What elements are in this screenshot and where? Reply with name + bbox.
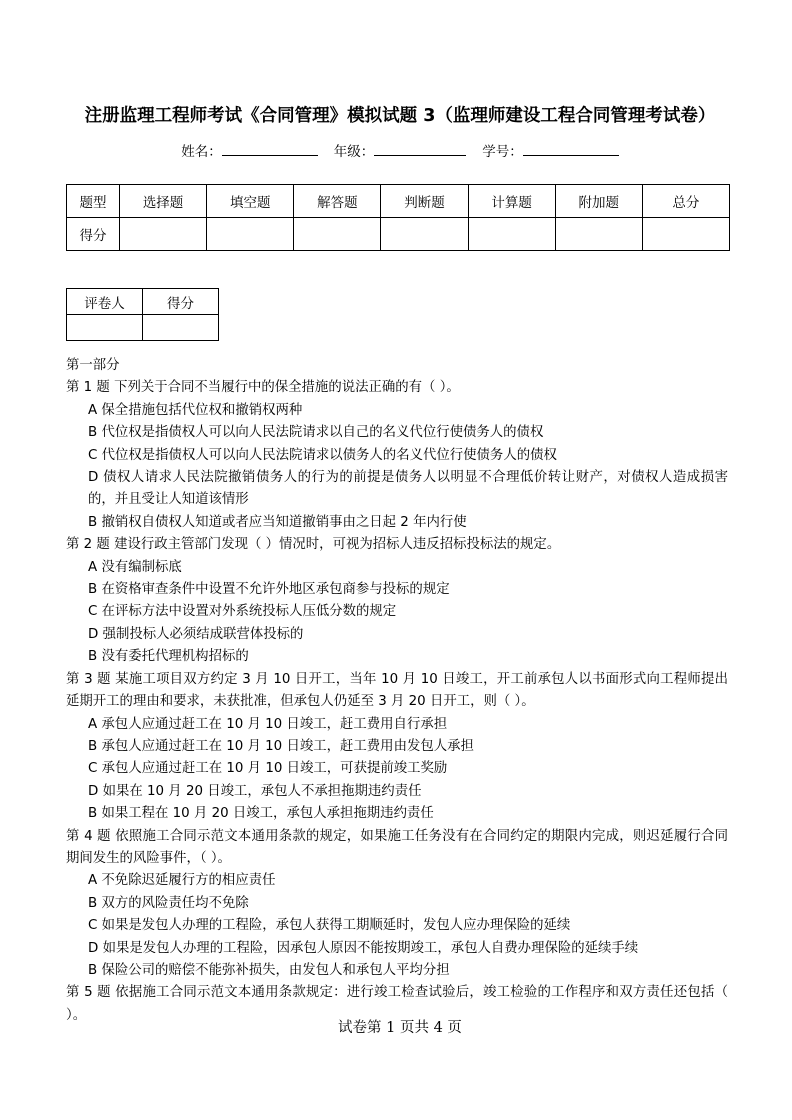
- question-3-option-d[interactable]: D 如果在 10 月 20 日竣工，承包人不承担拖期违约责任: [88, 783, 422, 799]
- question-1-option-a[interactable]: A 保全措施包括代位权和撤销权两种: [88, 402, 303, 418]
- table-row-grader-headers: [67, 289, 219, 315]
- question-2-stem: 第 2 题 建设行政主管部门发现（ ）情况时，可视为招标人违反招标投标法的规定。: [66, 537, 561, 553]
- student-id-input-blank[interactable]: [523, 142, 619, 156]
- score-summary-table: [66, 184, 730, 251]
- section-label: 第一部分: [66, 358, 120, 373]
- name-input-blank[interactable]: [222, 142, 318, 156]
- question-1-option-e[interactable]: B 撤销权自债权人知道或者应当知道撤销事由之日起 2 年内行使: [88, 514, 467, 530]
- question-3-stem: 第 3 题 某施工项目双方约定 3 月 10 日开工，当年 10 月 10 日竣工，开工前承包人以书面形式向工程师提出延期开工的理由和要求，未获批准，但承包人仍延至 3 月 20 日开工，则（ ）。: [66, 671, 728, 710]
- column-header-4: 计算题: [468, 185, 555, 218]
- score-cell-2[interactable]: [294, 218, 381, 251]
- name-label: 姓名：: [181, 144, 222, 160]
- question-4-option-d[interactable]: D 如果是发包人办理的工程险，因承包人原因不能按期竣工，承包人自费办理保险的延续手续: [88, 940, 639, 956]
- column-header-6: 总分: [642, 185, 729, 218]
- question-3-option-e[interactable]: B 如果工程在 10 月 20 日竣工，承包人承担拖期违约责任: [88, 806, 434, 822]
- question-2-option-d[interactable]: D 强制投标人必须结成联营体投标的: [88, 626, 304, 642]
- column-header-2: 解答题: [294, 185, 381, 218]
- question-4-option-a[interactable]: A 不免除迟延履行方的相应责任: [88, 873, 276, 889]
- score-cell-0[interactable]: [120, 218, 207, 251]
- question-5-stem: 第 5 题 依据施工合同示范文本通用条款规定：进行竣工检查试验后，竣工检验的工作程序和双方责任还包括（ ）。: [66, 985, 728, 1023]
- question-3-option-b[interactable]: B 承包人应通过赶工在 10 月 10 日竣工，赶工费用由发包人承担: [88, 738, 474, 754]
- question-1-option-b[interactable]: B 代位权是指债权人可以向人民法院请求以自己的名义代位行使债务人的债权: [88, 425, 544, 441]
- score-cell-5[interactable]: [555, 218, 642, 251]
- student-id-label: 学号：: [482, 144, 523, 160]
- score-cell-6[interactable]: [642, 218, 729, 251]
- question-3-option-a[interactable]: A 承包人应通过赶工在 10 月 10 日竣工，赶工费用自行承担: [88, 716, 448, 732]
- question-2-option-c[interactable]: C 在评标方法中设置对外系统投标人压低分数的规定: [88, 604, 397, 620]
- question-4-option-e[interactable]: B 保险公司的赔偿不能弥补损失，由发包人和承包人平均分担: [88, 962, 450, 978]
- grader-score-table: [66, 288, 219, 341]
- question-4-option-c[interactable]: C 如果是发包人办理的工程险，承包人获得工期顺延时，发包人应办理保险的延续: [88, 918, 571, 934]
- page-footer: 试卷第 1 页共 4 页: [338, 1020, 462, 1036]
- grade-input-blank[interactable]: [374, 142, 466, 156]
- grader-value-score[interactable]: [143, 315, 219, 341]
- column-header-3: 判断题: [381, 185, 468, 218]
- question-2-option-b[interactable]: B 在资格审查条件中设置不允许外地区承包商参与投标的规定: [88, 582, 450, 598]
- table-row-scores: [67, 218, 730, 251]
- question-4-option-b[interactable]: B 双方的风险责任均不免除: [88, 895, 249, 911]
- student-info-line: [60, 141, 740, 163]
- row-label-score: 得分: [67, 218, 120, 251]
- row-label-question-type: 题型: [67, 185, 120, 218]
- grade-label: 年级：: [333, 144, 375, 160]
- grader-value-name[interactable]: [67, 315, 143, 341]
- question-1-option-c[interactable]: C 代位权是指债权人可以向人民法院请求以债务人的名义代位行使债务人的债权: [88, 447, 557, 463]
- page-title: 注册监理工程师考试《合同管理》模拟试题 3（监理师建设工程合同管理考试卷）: [84, 106, 716, 126]
- question-1-stem: 第 1 题 下列关于合同不当履行中的保全措施的说法正确的有（ ）。: [66, 380, 460, 396]
- question-4-stem: 第 4 题 依照施工合同示范文本通用条款的规定，如果施工任务没有在合同约定的期限内完成，则迟延履行合同期间发生的风险事件，（ ）。: [66, 828, 728, 866]
- question-2-option-e[interactable]: B 没有委托代理机构招标的: [88, 649, 249, 665]
- table-row-grader-values: [67, 315, 219, 341]
- table-row-question-types: [67, 185, 730, 218]
- column-header-5: 附加题: [555, 185, 642, 218]
- exam-body: [66, 355, 728, 1027]
- column-header-0: 选择题: [120, 185, 207, 218]
- score-cell-4[interactable]: [468, 218, 555, 251]
- question-3-option-c[interactable]: C 承包人应通过赶工在 10 月 10 日竣工，可获提前竣工奖励: [88, 761, 448, 777]
- grader-header-name: 评卷人: [67, 289, 143, 315]
- grader-header-score: 得分: [143, 289, 219, 315]
- column-header-1: 填空题: [207, 185, 294, 218]
- score-cell-1[interactable]: [207, 218, 294, 251]
- score-cell-3[interactable]: [381, 218, 468, 251]
- question-2-option-a[interactable]: A 没有编制标底: [88, 559, 182, 575]
- question-1-option-d[interactable]: D 债权人请求人民法院撤销债务人的行为的前提是债务人以明显不合理低价转让财产，对债权人造成损害的，并且受让人知道该情形: [88, 470, 728, 508]
